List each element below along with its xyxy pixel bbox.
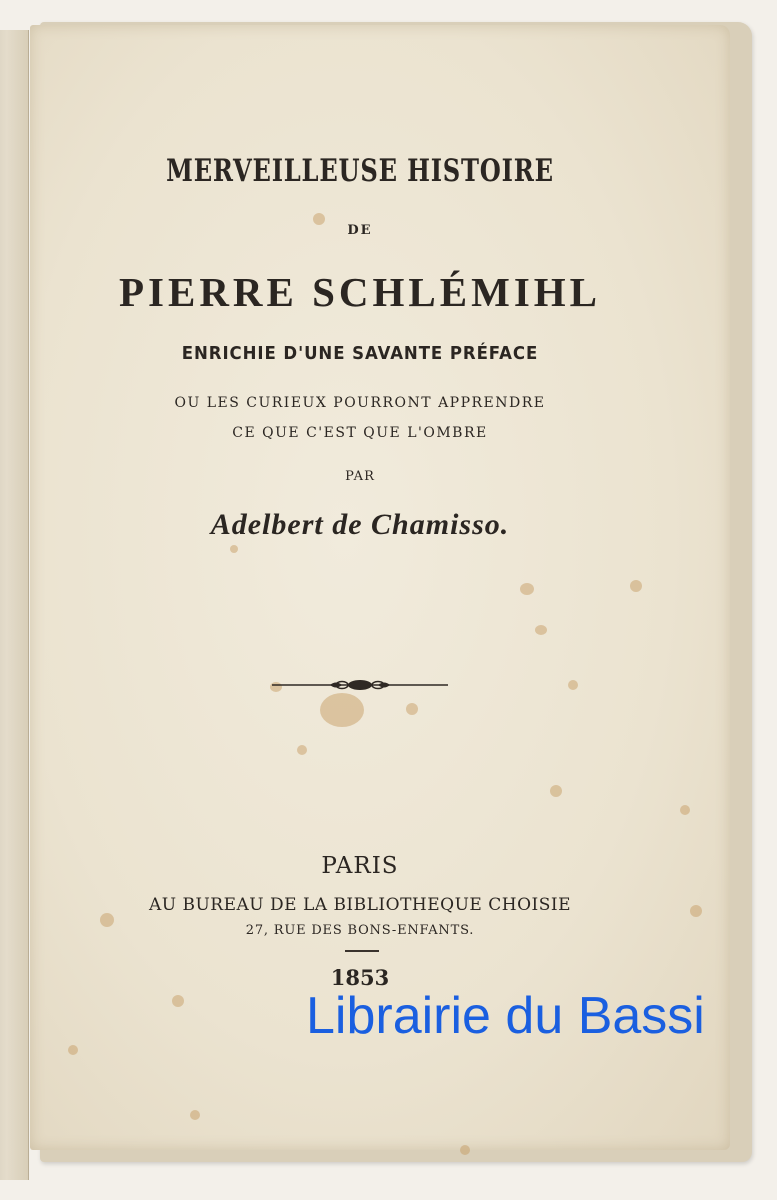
facing-page-edge bbox=[0, 30, 29, 1180]
ornament-divider bbox=[270, 673, 450, 697]
foxing-spot bbox=[68, 1045, 78, 1055]
imprint-publisher: AU BUREAU DE LA BIBLIOTHEQUE CHOISIE bbox=[148, 895, 571, 915]
subtitle-line-3: CE QUE C'EST QUE L'OMBRE bbox=[232, 425, 488, 441]
foxing-spot bbox=[406, 703, 418, 715]
imprint-city: PARIS bbox=[321, 853, 399, 879]
imprint-address: 27, RUE DES BONS-ENFANTS. bbox=[245, 923, 475, 938]
title-main: PIERRE SCHLÉMIHL bbox=[118, 269, 602, 315]
foxing-spot bbox=[550, 785, 562, 797]
subtitle-line-2: OU LES CURIEUX POURRONT APPRENDRE bbox=[174, 395, 546, 411]
foxing-spot bbox=[320, 693, 364, 727]
foxing-spot bbox=[568, 680, 578, 690]
title-page bbox=[30, 25, 730, 1150]
by-line: PAR bbox=[345, 469, 375, 484]
foxing-spot bbox=[520, 583, 534, 595]
watermark-text: Librairie du Bassi bbox=[306, 987, 705, 1045]
foxing-spot bbox=[535, 625, 547, 635]
foxing-spot bbox=[690, 905, 702, 917]
foxing-spot bbox=[630, 580, 642, 592]
foxing-spot bbox=[297, 745, 307, 755]
foxing-spot bbox=[172, 995, 184, 1007]
year-rule bbox=[345, 950, 379, 952]
imprint-year: 1853 bbox=[330, 965, 390, 990]
foxing-spot bbox=[680, 805, 690, 815]
foxing-spot bbox=[230, 545, 238, 553]
title-line-1: MERVEILLEUSE HISTOIRE bbox=[166, 153, 554, 189]
subtitle: ENRICHIE D'UNE SAVANTE PRÉFACE bbox=[181, 343, 539, 364]
foxing-spot bbox=[460, 1145, 470, 1155]
author-name: Adelbert de Chamisso. bbox=[210, 508, 510, 541]
title-line-2: DE bbox=[347, 223, 373, 238]
foxing-spot bbox=[190, 1110, 200, 1120]
